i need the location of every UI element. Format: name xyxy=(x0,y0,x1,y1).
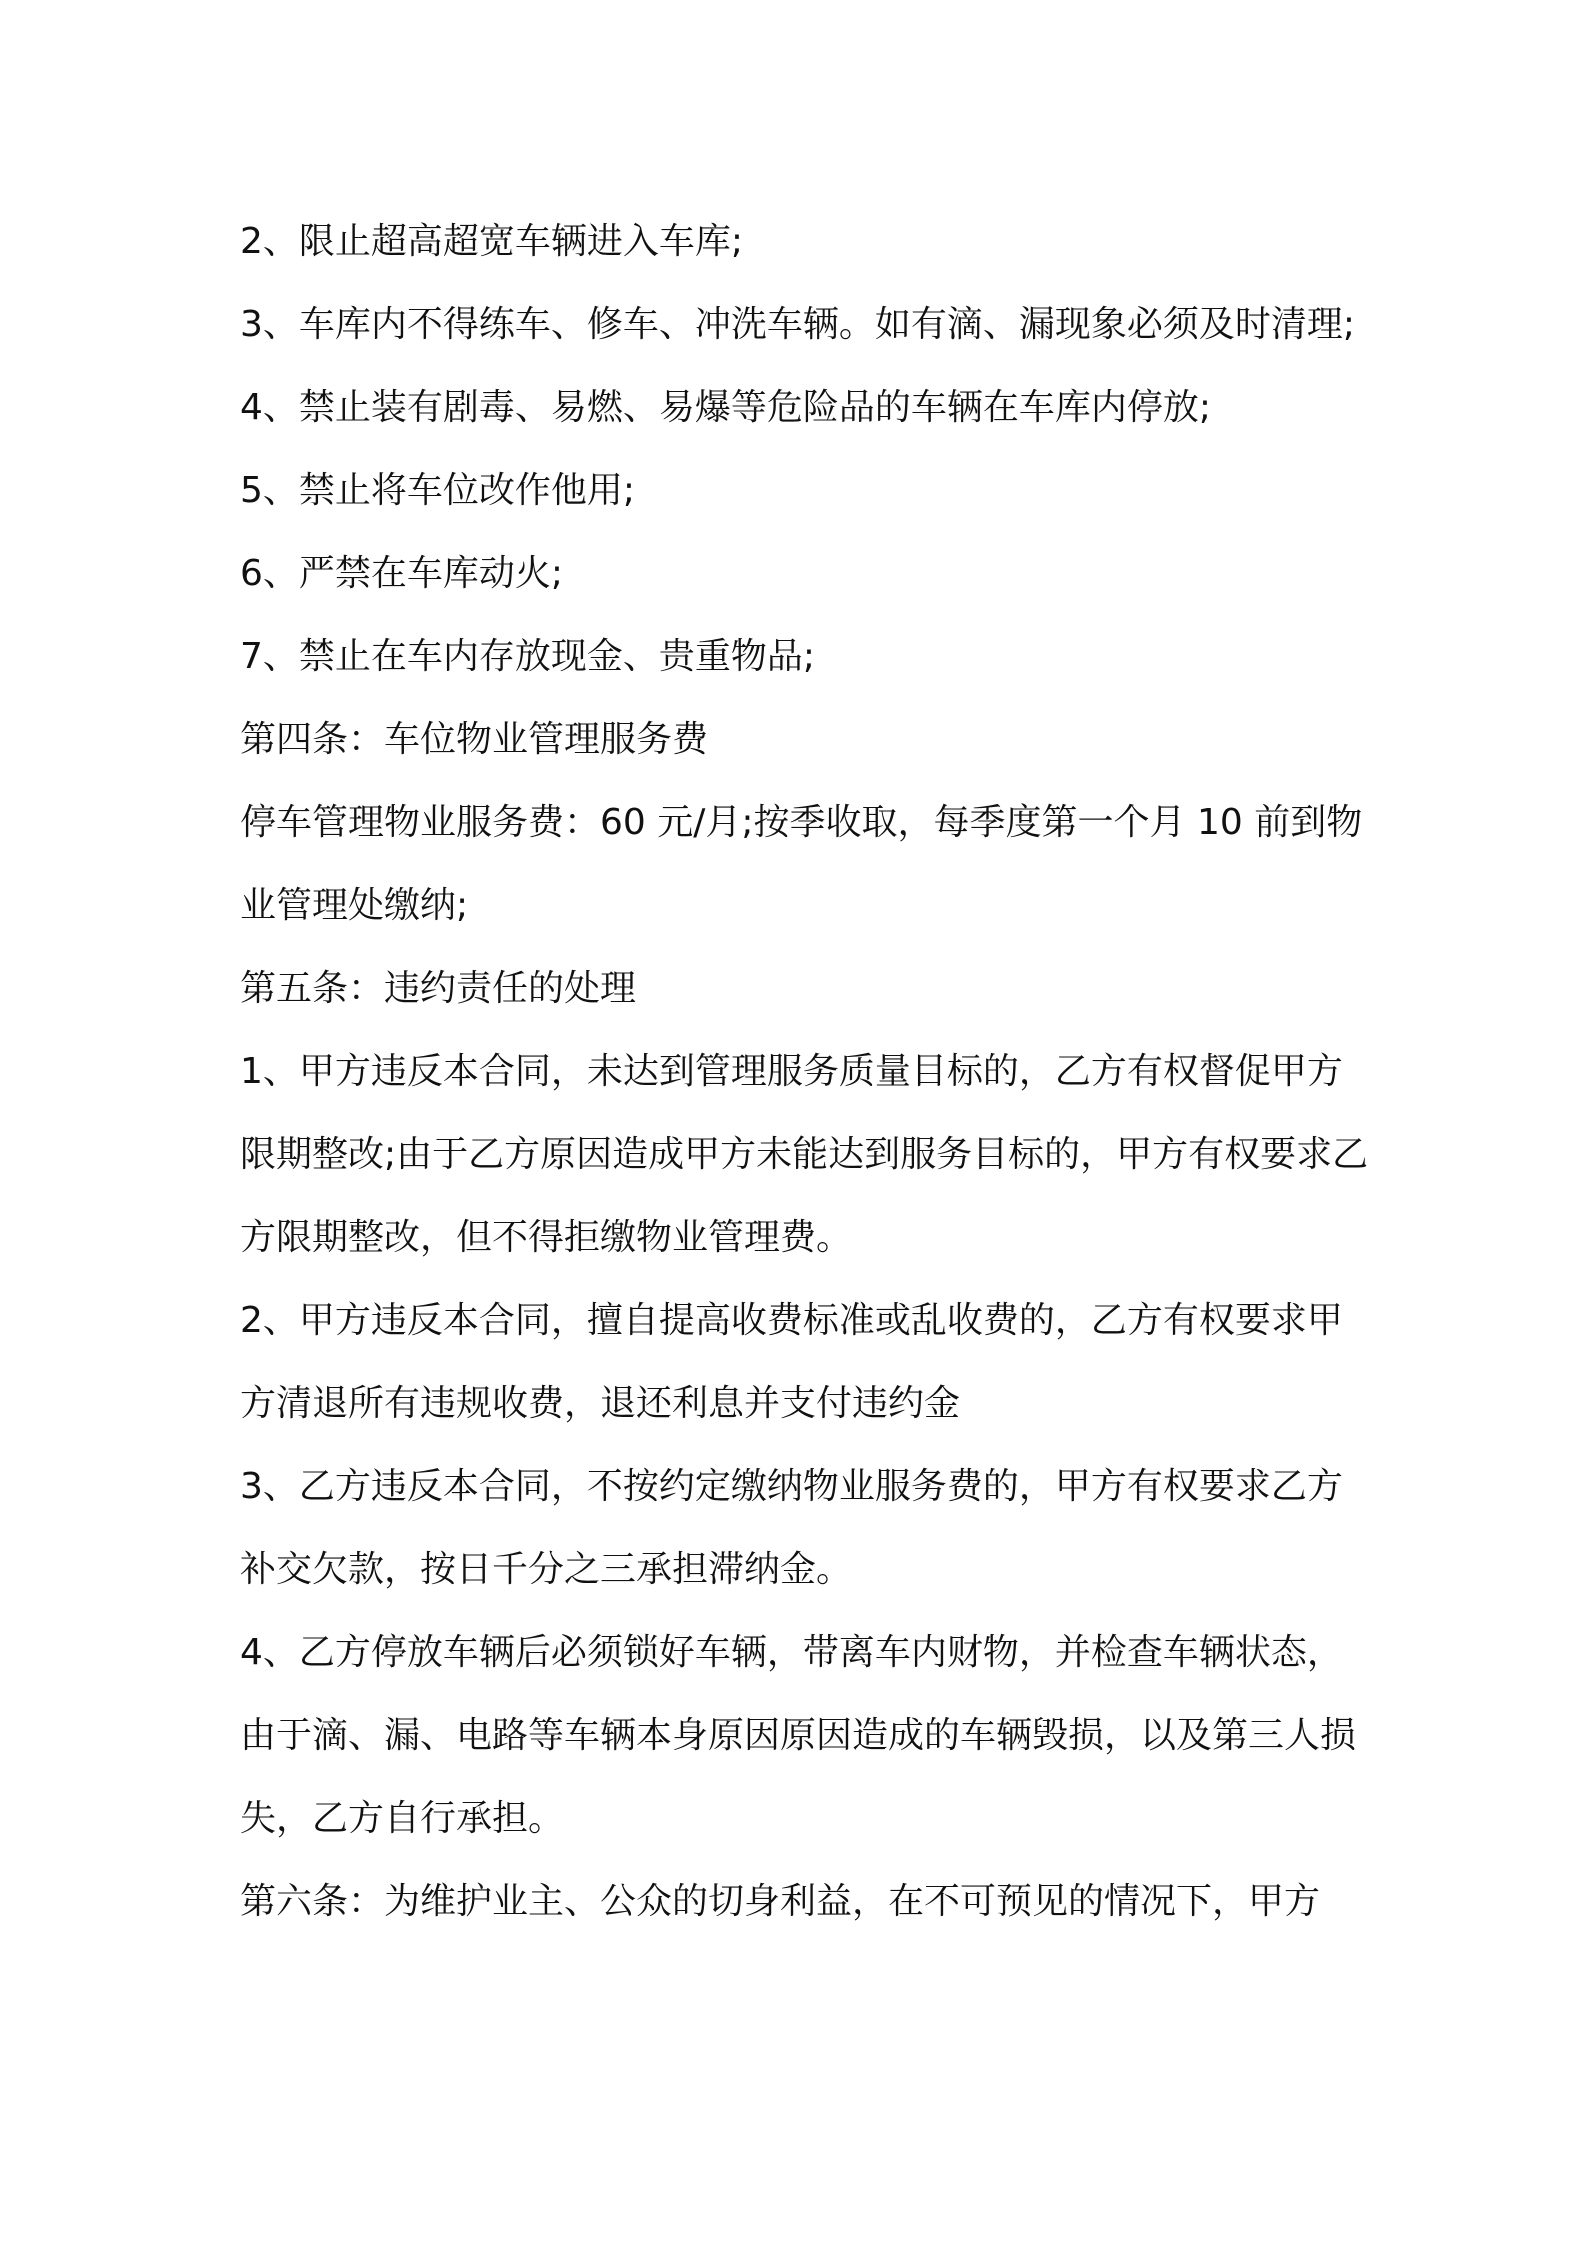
document-body xyxy=(240,200,1370,1943)
heading-clause-6: 第六条：为维护业主、公众的切身利益，在不可预见的情况下，甲方 xyxy=(240,1881,1321,1922)
paragraph-clause-3-item-5: 5、禁止将车位改作他用; xyxy=(240,470,636,511)
paragraph-clause-3-item-2: 2、限止超高超宽车辆进入车库; xyxy=(240,221,744,262)
paragraph-clause-3-item-4: 4、禁止装有剧毒、易燃、易爆等危险品的车辆在车库内停放; xyxy=(240,387,1212,428)
heading-clause-5: 第五条：违约责任的处理 xyxy=(240,968,637,1009)
paragraph-clause-3-item-6: 6、严禁在车库动火; xyxy=(240,553,564,594)
paragraph-clause-3-item-7: 7、禁止在车内存放现金、贵重物品; xyxy=(240,636,816,677)
paragraph-clause-5-item-1: 1、甲方违反本合同，未达到管理服务质量目标的，乙方有权督促甲方限期整改;由于乙方原因造成甲方未能达到服务目标的，甲方有权要求乙方限期整改，但不得拒缴物业管理费。 xyxy=(240,1051,1369,1258)
paragraph-clause-5-item-3: 3、乙方违反本合同，不按约定缴纳物业服务费的，甲方有权要求乙方补交欠款，按日千分之三承担滞纳金。 xyxy=(240,1466,1343,1590)
heading-clause-4: 第四条：车位物业管理服务费 xyxy=(240,719,709,760)
paragraph-clause-5-item-2: 2、甲方违反本合同，擅自提高收费标准或乱收费的，乙方有权要求甲方清退所有违规收费，退还利息并支付违约金 xyxy=(240,1300,1343,1424)
paragraph-clause-5-item-4: 4、乙方停放车辆后必须锁好车辆，带离车内财物，并检查车辆状态，由于滴、漏、电路等车辆本身原因原因造成的车辆毁损，以及第三人损失，乙方自行承担。 xyxy=(240,1632,1357,1839)
paragraph-clause-4-fee: 停车管理物业服务费：60 元/月;按季收取，每季度第一个月 10 前到物业管理处缴纳; xyxy=(240,802,1363,926)
paragraph-clause-3-item-3: 3、车库内不得练车、修车、冲洗车辆。如有滴、漏现象必须及时清理; xyxy=(240,304,1356,345)
